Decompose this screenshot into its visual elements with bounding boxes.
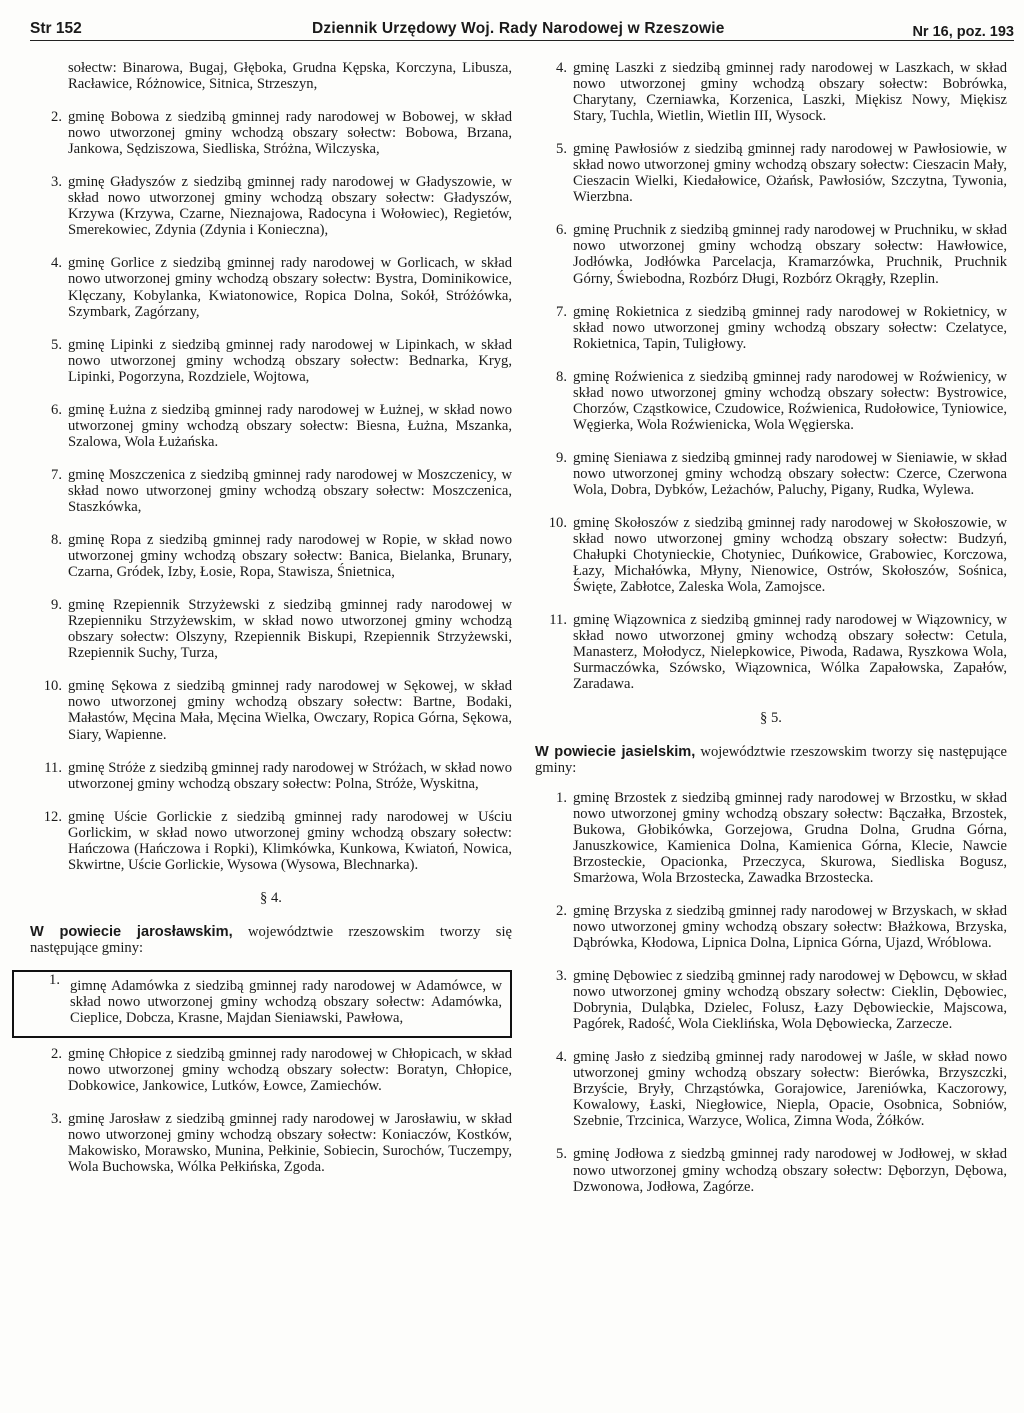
item-number: 4. — [556, 1049, 567, 1066]
item-number: 12. — [43, 808, 62, 825]
list-item — [535, 1049, 1007, 1129]
item-text: gminę Roźwienica z siedzibą gminnej rady narodowej w Roźwienicy, w skład nowo utworzonej gminy wchodzą obszary sołectw: Bystrowice, Chorzów, Cząstkowice, Czudowice, Roźwienica, Rudołowice, Tyniowice, Węgierka, Wola Roźwienicka, Wola Węgierska. — [573, 368, 1007, 433]
right-column — [535, 60, 1007, 1212]
item-text: gminę Gładyszów z siedzibą gminnej rady narodowej w Gładyszowie, w skład nowo utworzonej gminy wchodzą obszary sołectw: Gładyszów, Krzywa (Krzywa, Czarne, Nieznajowa, Radocyna i Wołowiec), Regietów, Smerekowiec, Zdynia (Zdynia i Konieczna), — [68, 174, 512, 239]
item-text: gminę Rokietnica z siedzibą gminnej rady narodowej w Rokietnicy, w skład nowo utworzonej gminy wchodzą obszary sołectw: Czelatyce, Rokietnica, Tapin, Tuligłowy. — [573, 303, 1007, 352]
item-text: gminę Sieniawa z siedzibą gminnej rady narodowej w Sieniawie, w skład nowo utworzonej gminy wchodzą obszary sołectw: Czerce, Czerwona Wola, Dobra, Dybków, Leżachów, Paluchy, Pigany, Rudka, Wylewa. — [573, 449, 1007, 498]
item-number: 1. — [49, 971, 60, 988]
continuation-text: sołectw: Binarowa, Bugaj, Głęboka, Grudna Kępska, Korczyna, Libusza, Racławice, Różnowice, Sitnica, Strzeszyn, — [68, 60, 512, 93]
list-item — [30, 402, 512, 450]
item-text: gminę Moszczenica z siedzibą gminnej rady narodowej w Moszczenicy, w skład nowo utworzonej gminy wchodzą obszary sołectw: Moszczenica, Staszkówka, — [68, 466, 512, 515]
section-intro — [30, 924, 512, 956]
item-number: 3. — [51, 1111, 62, 1128]
item-text: gminę Jarosław z siedzibą gminnej rady narodowej w Jarosławiu, w skład nowo utworzonej gminy wchodzą obszary sołectw: Koniaczów, Kostków, Makowisko, Morawsko, Munina, Pełkinie, Sobiecin, Surochów, Tuczempy, Wola Buchowska, Wólka Pełkińska, Zgoda. — [68, 1111, 512, 1176]
list-item — [535, 612, 1007, 692]
list-item — [30, 597, 512, 661]
item-text: gminę Dębowiec z siedzibą gminnej rady narodowej w Dębowcu, w skład nowo utworzonej gminy wchodzą obszary sołectw: Cieklin, Dębowiec, Dobrynia, Duląbka, Dzielec, Folusz, Łazy Dębowieckie, Majscowa, Pagórek, Radość, Wola Cieklińska, Wola Dębowiecka, Zarzecze. — [573, 968, 1007, 1033]
section-intro — [535, 744, 1007, 776]
item-number: 6. — [51, 401, 62, 418]
list-item — [535, 1146, 1007, 1194]
issue-number: Nr 16, poz. 193 — [912, 24, 1014, 40]
item-text: gminę Pruchnik z siedzibą gminnej rady narodowej w Pruchniku, w skład nowo utworzonej gminy wchodzą obszary sołectw: Hawłowice, Jodłówka, Jodłówka Parcelacja, Kramarzówka, Pruchnik, Pruchnik Górny, Świebodna, Rozbórz Długi, Rozbórz Okrągły, Rzeplin. — [573, 222, 1007, 287]
intro-district: W powiecie jarosławskim, — [30, 923, 233, 940]
item-text: gminę Jodłowa z siedzbą gminnej rady narodowej w Jodłowej, w skład nowo utworzonej gminy wchodzą obszary sołectw: Dęborzyn, Dębowa, Dzwonowa, Jodłowa, Zagórze. — [573, 1146, 1007, 1195]
list-item — [30, 532, 512, 580]
list-item — [30, 174, 512, 238]
item-number: 3. — [51, 174, 62, 191]
section-heading: § 4. — [260, 889, 282, 906]
item-text: gminę Lipinki z siedzibą gminnej rady narodowej w Lipinkach, w skład nowo utworzonej gminy wchodzą obszary sołectw: Bednarka, Kryg, Lipinki, Pogorzyna, Rozdziele, Wojtowa, — [68, 336, 512, 385]
list-item — [535, 369, 1007, 433]
list-item — [30, 337, 512, 385]
item-number: 10. — [548, 515, 567, 532]
item-text: gminę Sękowa z siedzibą gminnej rady narodowej w Sękowej, w skład nowo utworzonej gminy wchodzą obszary sołectw: Bartne, Bodaki, Małastów, Męcina Mała, Męcina Wielka, Owczary, Ropica Górna, Sękowa, Siary, Wapienne. — [68, 678, 512, 743]
item-text: gminę Brzostek z siedzibą gminnej rady narodowej w Brzostku, w skład nowo utworzonej gminy wchodzą obszary sołectw: Bączałka, Brzostek, Bukowa, Głobikówka, Gorzejowa, Grudna Dolna, Grudna Górna, Januszkowice, Kamienica Dolna, Kamienica Górna, Klecie, Nawcie Brzosteckie, Opacionka, Przeczyca, Skurowa, Siedliska Bogusz, Smarżowa, Wola Brzostecka, Zawadka Brzostecka. — [573, 789, 1007, 886]
item-number: 11. — [549, 612, 567, 629]
list-item — [30, 1046, 512, 1094]
list-item — [535, 450, 1007, 498]
item-number: 4. — [51, 255, 62, 272]
list-item — [535, 903, 1007, 951]
item-text: gminę Ropa z siedzibą gminnej rady narodowej w Ropie, w skład nowo utworzonej gminy wchodzą obszary sołectw: Banica, Bielanka, Brunary, Czarna, Gródek, Izby, Łosie, Ropa, Stawisza, Śnietnica, — [68, 532, 512, 581]
item-text: gminę Bobowa z siedzibą gminnej rady narodowej w Bobowej, w skład nowo utworzonej gminy wchodzą obszary sołectw: Bobowa, Brzana, Jankowa, Sędziszowa, Siedliska, Stróżna, Wilczyska, — [68, 109, 512, 158]
list-item — [535, 222, 1007, 286]
journal-title: Dziennik Urzędowy Woj. Rady Narodowej w Rzeszowie — [312, 20, 725, 37]
item-number: 8. — [51, 532, 62, 549]
item-number: 11. — [44, 759, 62, 776]
item-number: 5. — [51, 336, 62, 353]
page-number: Str 152 — [30, 20, 82, 37]
item-number: 9. — [556, 449, 567, 466]
section-heading: § 5. — [760, 709, 782, 726]
item-text: gminę Pawłosiów z siedzibą gminnej rady narodowej w Pawłosiowie, w skład nowo utworzonej gminy wchodzą obszary sołectw: Cieszacin Mały, Cieszacin Wielki, Kiedałowice, Ożańsk, Pawłosiów, Szczytna, Tywonia, Wierzbna. — [573, 141, 1007, 206]
item-text: gminę Gorlice z siedzibą gminnej rady narodowej w Gorlicach, w skład nowo utworzonej gminy wchodzą obszary sołectw: Bystra, Dominikowice, Klęczany, Kobylanka, Kwiatonowice, Ropica Dolna, Sokół, Stróżówka, Szymbark, Zagórzany, — [68, 255, 512, 320]
list-item-highlighted — [12, 970, 512, 1038]
item-text: gimnę Adamówka z siedzibą gminnej rady narodowej w Adamówce, w skład nowo utworzonej gminy wchodzą obszary sołectw: Adamówka, Cieplice, Dobcza, Krasne, Majdan Sieniawski, Pawłowa, — [70, 977, 502, 1027]
item-number: 9. — [51, 597, 62, 614]
list-item — [30, 1111, 512, 1175]
list-item — [30, 467, 512, 515]
item-text: gminę Chłopice z siedzibą gminnej rady narodowej w Chłopicach, w skład nowo utworzonej gminy wchodzą obszary sołectw: Boratyn, Chłopice, Dobkowice, Jankowice, Lutków, Łowce, Zamiechów. — [68, 1046, 512, 1095]
item-text: gminę Jasło z siedzibą gminnej rady narodowej w Jaśle, w skład nowo utworzonej gminy wchodzą obszary sołectw: Bierówka, Brzyszczki, Brzyście, Bryły, Chrząstówka, Gorajowice, Jareniówka, Kaczorowy, Kowalowy, Łaski, Niegłowice, Niepla, Opacie, Osobnica, Sobniów, Szebnie, Trzcinica, Warzyce, Wolica, Zimna Woda, Żółków. — [573, 1049, 1007, 1130]
list-item — [535, 515, 1007, 595]
right-item-list — [535, 60, 1007, 693]
item-text: gminę Uście Gorlickie z siedzibą gminnej rady narodowej w Uściu Gorlickim, w skład nowo utworzonej gminy wchodzą obszary sołectw: Hańczowa (Hańczowa i Ropki), Klimkówka, Kunkowa, Kwiatoń, Nowica, Skwirtne, Uście Gorlickie, Wysowa (Wysowa, Blechnarka). — [68, 808, 512, 873]
list-item — [535, 304, 1007, 352]
item-number: 6. — [556, 222, 567, 239]
item-text: gminę Brzyska z siedzibą gminnej rady narodowej w Brzyskach, w skład nowo utworzonej gminy wchodzą obszary sołectw: Błażkowa, Brzyska, Dąbrówka, Kłodowa, Lipnica Dolna, Lipnica Górna, Ujazd, Wróblowa. — [573, 902, 1007, 952]
left-column — [30, 60, 512, 1192]
item-number: 1. — [556, 789, 567, 806]
item-text: gminę Łużna z siedzibą gminnej rady narodowej w Łużnej, w skład nowo utworzonej gminy wchodzą obszary sołectw: Biesna, Łużna, Mszanka, Szalowa, Wola Łużańska. — [68, 401, 512, 450]
item-number: 4. — [556, 60, 567, 76]
list-item — [535, 60, 1007, 124]
item-number: 8. — [556, 368, 567, 385]
list-item — [30, 809, 512, 873]
list-item — [30, 760, 512, 792]
item-number: 7. — [51, 466, 62, 483]
item-text: gminę Skołoszów z siedzibą gminnej rady narodowej w Skołoszowie, w skład nowo utworzonej gminy wchodzą obszary sołectw: Budzyń, Chałupki Chotynieckie, Chotyniec, Duńkowice, Grabowiec, Korczowa, Łazy, Michałówka, Młyny, Nienowice, Ostrów, Skołoszów, Sośnica, Święte, Zabłotce, Zaleska Wola, Zamojsce. — [573, 515, 1007, 596]
intro-text: województwie rzeszowskim tworzy się następujące gminy: — [30, 923, 512, 956]
item-text: gminę Laszki z siedzibą gminnej rady narodowej w Laszkach, w skład nowo utworzonej gminy wchodzą obszary sołectw: Bobrówka, Charytany, Czerniawka, Korzenica, Laszki, Miękisz Nowy, Miękisz Stary, Tuchla, Wietlin, Wietlin III, Wysock. — [573, 60, 1007, 125]
list-item — [30, 109, 512, 157]
item-number: 2. — [556, 902, 567, 919]
intro-district: W powiecie jasielskim, — [535, 743, 696, 760]
item-number: 5. — [556, 141, 567, 158]
item-text: gminę Stróże z siedzibą gminnej rady narodowej w Stróżach, w skład nowo utworzonej gminy wchodzą obszary sołectw: Polna, Stróże, Wyskitna, — [68, 759, 512, 792]
item-number: 2. — [51, 1046, 62, 1063]
item-text: gminę Rzepiennik Strzyżewski z siedzibą gminnej rady narodowej w Rzepienniku Strzyżewskim, w skład nowo utworzonej gminy wchodzą obszary sołectw: Olszyny, Rzepiennik Biskupi, Rzepiennik Strzyżewski, Rzepiennik Suchy, Turza, — [68, 597, 512, 662]
left-item-list-2 — [30, 970, 512, 1175]
intro-text: województwie rzeszowskim tworzy się następujące gminy: — [535, 743, 1007, 776]
item-number: 10. — [43, 678, 62, 695]
list-item — [535, 790, 1007, 886]
list-item — [30, 255, 512, 319]
item-number: 3. — [556, 968, 567, 985]
left-item-list — [30, 109, 512, 873]
item-text: gminę Wiązownica z siedzibą gminnej rady narodowej w Wiązownicy, w skład nowo utworzonej gminy wchodzą obszary sołectw: Cetula, Manasterz, Mołodycz, Nielepkowice, Piwoda, Radawa, Ryszkowa Wola, Surmaczówka, Szówsko, Wiązownica, Wólka Zapałowska, Zapałów, Zaradawa. — [573, 612, 1007, 693]
list-item — [535, 968, 1007, 1032]
item-number: 2. — [51, 109, 62, 126]
right-item-list-2 — [535, 790, 1007, 1195]
item-number: 5. — [556, 1146, 567, 1163]
item-number: 7. — [556, 303, 567, 320]
page-header — [30, 14, 1014, 41]
list-item — [535, 141, 1007, 205]
list-item — [30, 678, 512, 742]
